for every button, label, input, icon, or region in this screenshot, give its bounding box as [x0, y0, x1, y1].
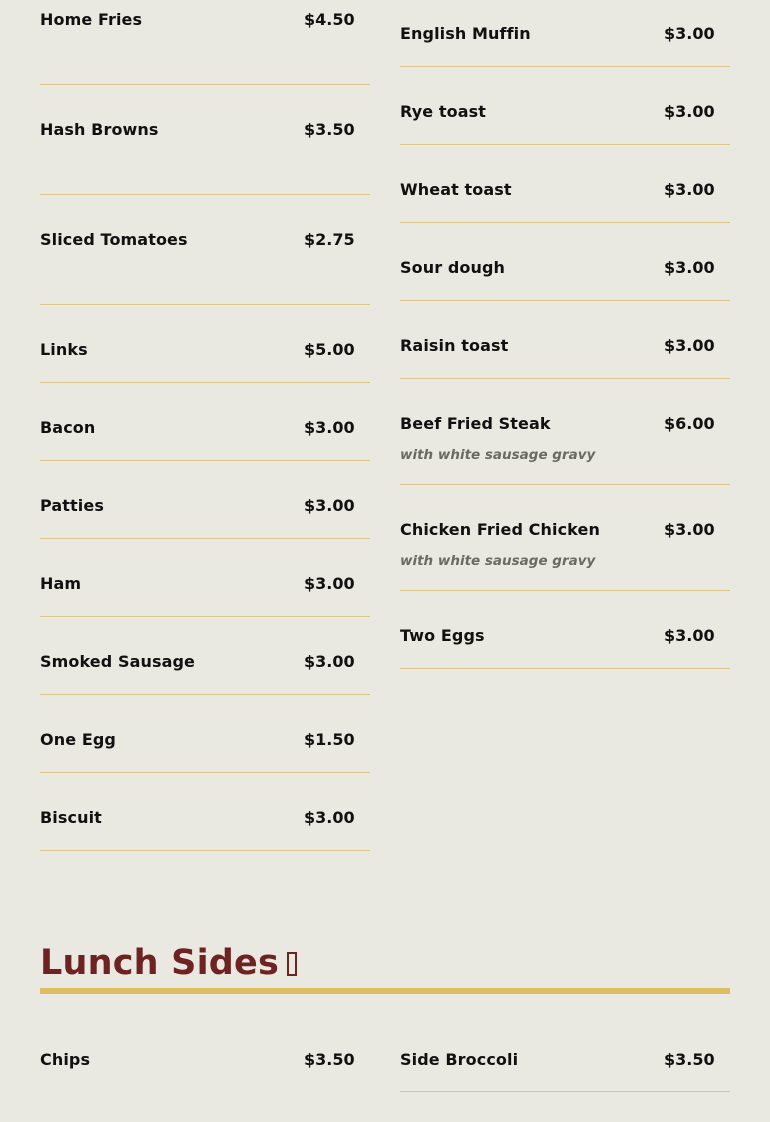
item-price: $3.50: [304, 1050, 355, 1069]
item-name: Rye toast: [400, 102, 486, 121]
breakfast-sides-right-column: [400, 0, 730, 669]
item-name: Chips: [40, 1050, 91, 1069]
item-name: Links: [40, 340, 88, 359]
item-price: $5.00: [304, 340, 355, 359]
item-name: Home Fries: [40, 10, 143, 29]
item-note: with white sausage gravy: [400, 447, 596, 463]
item-name: Biscuit: [40, 808, 102, 827]
menu-item: [40, 461, 370, 539]
item-price: $3.00: [304, 574, 355, 593]
item-price: $3.00: [664, 180, 715, 199]
menu-item: [400, 223, 730, 301]
item-price: $3.00: [304, 652, 355, 671]
item-price: $3.00: [304, 418, 355, 437]
square-outline-icon: [287, 952, 297, 976]
item-name: Sour dough: [400, 258, 506, 277]
item-name: Wheat toast: [400, 180, 512, 199]
item-name: Two Eggs: [400, 626, 485, 645]
menu-item: [400, 1040, 730, 1092]
item-price: $6.00: [664, 414, 715, 433]
breakfast-sides-left-column: [40, 0, 370, 851]
item-name: Hash Browns: [40, 120, 159, 139]
item-price: $3.00: [664, 626, 715, 645]
item-price: $3.00: [664, 336, 715, 355]
menu-item: [400, 0, 730, 67]
item-name: Raisin toast: [400, 336, 509, 355]
item-name: Side Broccoli: [400, 1050, 519, 1069]
item-name: Ham: [40, 574, 82, 593]
item-price: $3.00: [664, 24, 715, 43]
menu-item: [40, 85, 370, 195]
item-price: $3.00: [664, 258, 715, 277]
menu-item: [40, 0, 370, 85]
item-price: $3.00: [304, 808, 355, 827]
item-name: Sliced Tomatoes: [40, 230, 188, 249]
item-price: $2.75: [304, 230, 355, 249]
item-price: $3.00: [664, 102, 715, 121]
item-price: $3.00: [304, 496, 355, 515]
menu-item: [400, 591, 730, 669]
section-title-text: Lunch Sides: [40, 943, 280, 983]
menu-item: [40, 773, 370, 851]
menu-item: [400, 485, 730, 591]
item-name: Beef Fried Steak: [400, 414, 551, 433]
menu-item: [400, 301, 730, 379]
item-name: English Muffin: [400, 24, 531, 43]
item-price: $3.50: [304, 120, 355, 139]
item-price: $4.50: [304, 10, 355, 29]
item-name: Bacon: [40, 418, 96, 437]
item-note: with white sausage gravy: [400, 553, 596, 569]
menu-item: [40, 695, 370, 773]
menu-item: [40, 305, 370, 383]
item-price: $3.50: [664, 1050, 715, 1069]
section-divider: [40, 988, 730, 994]
menu-item: [400, 145, 730, 223]
menu-item: [40, 195, 370, 305]
item-name: Chicken Fried Chicken: [400, 520, 600, 539]
item-price: $1.50: [304, 730, 355, 749]
item-name: Patties: [40, 496, 104, 515]
lunch-sides-left-column: [40, 1040, 370, 1092]
lunch-sides-right-column: [400, 1040, 730, 1092]
menu-item: [40, 617, 370, 695]
menu-item: [400, 379, 730, 485]
menu-item: [40, 539, 370, 617]
item-name: Smoked Sausage: [40, 652, 196, 671]
item-price: $3.00: [664, 520, 715, 539]
item-name: One Egg: [40, 730, 116, 749]
section-title-lunch-sides: [40, 940, 297, 986]
menu-item: [400, 67, 730, 145]
menu-item: [40, 383, 370, 461]
menu-item: [40, 1040, 370, 1092]
